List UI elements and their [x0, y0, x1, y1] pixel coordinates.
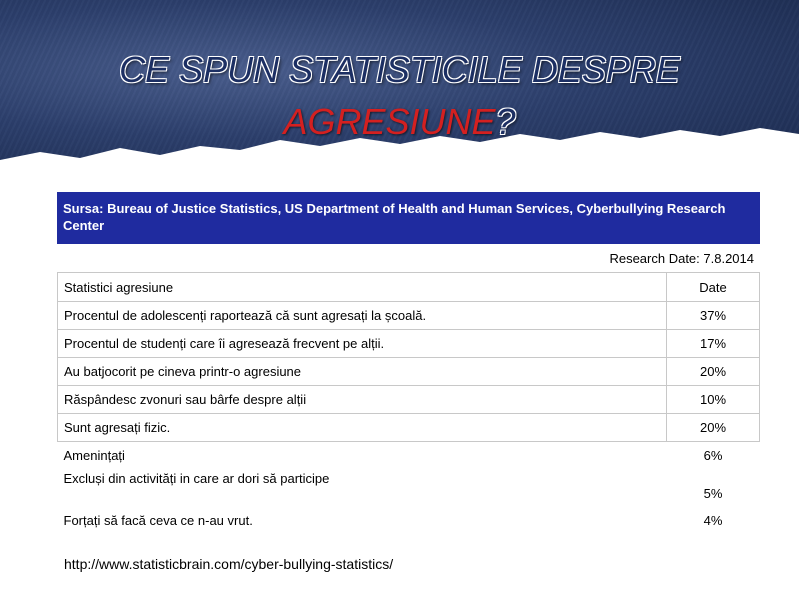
title-accent-word: AGRESIUNE — [283, 101, 496, 142]
row-value: 10% — [667, 386, 760, 414]
table-row — [58, 302, 760, 330]
source-url-link[interactable]: http://www.statisticbrain.com/cyber-bullying-statistics/ — [64, 556, 394, 572]
table-row — [58, 414, 760, 442]
table-row — [58, 505, 760, 535]
row-value: 5% — [703, 486, 723, 501]
research-date-row — [57, 246, 760, 272]
table-row — [58, 469, 760, 505]
table-row — [58, 386, 760, 414]
row-label: Au batjocorit pe cineva printr-o agresiune — [58, 358, 667, 386]
row-value: 20% — [667, 414, 760, 442]
row-label: Excluși din activități in care ar dori să participe — [63, 471, 330, 486]
table-header-row — [58, 273, 760, 302]
table-row — [58, 442, 760, 470]
row-value: 37% — [667, 302, 760, 330]
row-label: Răspândesc zvonuri sau bârfe despre alții — [58, 386, 667, 414]
source-text: Sursa: Bureau of Justice Statistics, US Department of Health and Human Services, Cyberbullying Research Center — [63, 201, 726, 233]
title-question-mark: ? — [495, 101, 516, 142]
row-label: Sunt agresați fizic. — [58, 414, 667, 442]
row-label: Forțați să facă ceva ce n-au vrut. — [63, 512, 253, 528]
header-label: Statistici agresiune — [58, 273, 667, 302]
header-value: Date — [667, 273, 760, 302]
table-row — [58, 330, 760, 358]
row-value: 17% — [667, 330, 760, 358]
row-label: Procentul de studenți care îi agresează frecvent pe alții. — [58, 330, 667, 358]
page-title-line2 — [0, 100, 799, 144]
row-value: 20% — [667, 358, 760, 386]
row-label: Amenințați — [63, 448, 125, 463]
research-date: Research Date: 7.8.2014 — [609, 251, 754, 266]
row-value: 4% — [703, 512, 723, 528]
table-row — [58, 358, 760, 386]
statistics-table — [57, 272, 760, 535]
row-value: 6% — [703, 448, 723, 463]
row-label: Procentul de adolescenți raportează că sunt agresați la școală. — [58, 302, 667, 330]
page-title-line1: CE SPUN STATISTICILE DESPRE — [119, 49, 680, 90]
